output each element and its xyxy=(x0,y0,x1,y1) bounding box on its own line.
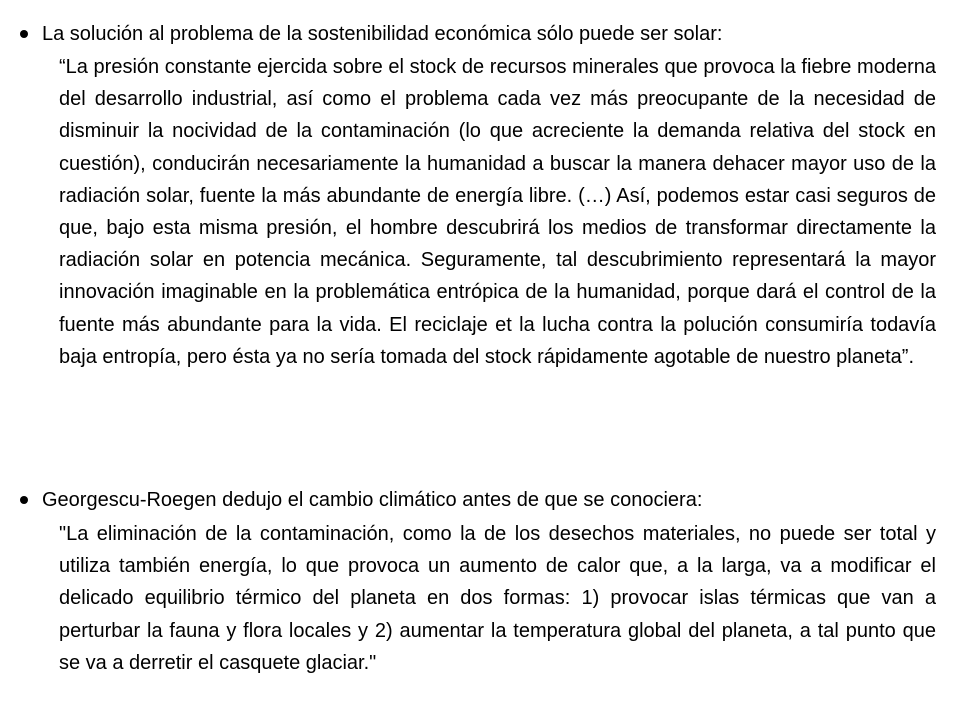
bullet-dot-icon xyxy=(20,496,28,504)
quote-text: "La eliminación de la contaminación, como la de los desechos materiales, no puede ser total y utiliza también energía, lo que provoca un aumento de calor que, a la larga, va a modificar el delicado equilibrio térmico del planeta en dos formas: 1) provocar islas térmicas que van a perturbar la fauna y flora locales y 2) aumentar la temperatura global del planeta, a tal punto que se va a derretir el casquete glaciar." xyxy=(59,523,936,674)
bullet-dot-icon xyxy=(20,30,28,38)
bullet-heading: Georgescu-Roegen dedujo el cambio climático antes de que se conociera: xyxy=(42,489,703,511)
quote-text: “La presión constante ejercida sobre el stock de recursos minerales que provoca la fiebre moderna del desarrollo industrial, así como el problema cada vez más preocupante de la necesidad de disminuir la nocividad de la contaminación (lo que acreciente la demanda relativa del stock en cuestión), conducirán necesariamente la humanidad a buscar la manera dehacer mayor uso de la radiación solar, fuente la más abundante de energía libre. (…) Así, podemos estar casi seguros de que, bajo esta misma presión, el hombre descubrirá los medios de transformar directamente la radiación solar en potencia mecánica. Seguramente, tal descubrimiento representará la mayor innovación imaginable en la problemática entrópica de la humanidad, porque dará el control de la fuente más abundante para la vida. El reciclaje et la lucha contra la polución consumiría todavía baja entropía, pero ésta ya no sería tomada del stock rápidamente agotable de nuestro planeta”. xyxy=(59,56,936,368)
bullet-heading: La solución al problema de la sostenibilidad económica sólo puede ser solar: xyxy=(42,23,723,45)
